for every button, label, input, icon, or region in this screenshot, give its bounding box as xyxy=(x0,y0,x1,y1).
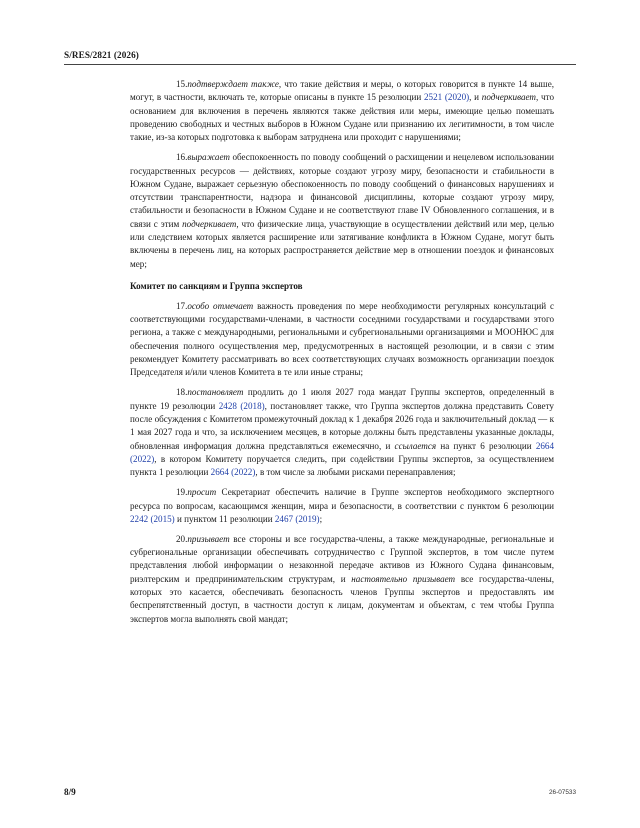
paragraph-text: , что такие действия и меры, о которых говорится в пункте 14 выше, могут, в частности, включать те, которые описаны в пункте 15 резолюции xyxy=(130,79,554,103)
resolution-link[interactable]: 2664 (2022) xyxy=(130,440,554,464)
paragraph-number: 19. xyxy=(176,487,188,498)
resolution-link[interactable]: 2242 (2015) xyxy=(130,513,175,524)
paragraph-17 xyxy=(130,300,554,380)
paragraph-20 xyxy=(130,533,554,626)
emphasis-text: подтверждает также xyxy=(187,79,279,89)
paragraph-text: , что основанием для включения в перечень являются также действия или меры, имеющие целью помешать проведению свободных и честных выборов в Южном Судане или признанию их легитимности, в том числе такие, из-за которых подготовка к выборам затруднена или проходит с нарушениями; xyxy=(130,92,554,143)
emphasis-text: подчеркивает xyxy=(481,92,536,103)
paragraph-text: на пункт 6 резолюции xyxy=(436,440,536,451)
page-number: 8/9 xyxy=(64,787,76,797)
paragraph-number: 15. xyxy=(176,79,188,89)
emphasis-text: подчеркивает xyxy=(182,218,237,229)
paragraph-18 xyxy=(130,386,554,479)
document-number: 26-07533 xyxy=(548,789,576,796)
emphasis-text: ссылается xyxy=(394,440,437,451)
paragraph-text: , что физические лица, участвующие в осуществлении действий или мер, целью или следствием которых является расширение или затягивание конфликта в Южном Судане, могут быть включены в перечень лиц, на которых распространяется действие мер в отношении поездок и финансовых мер; xyxy=(130,218,554,269)
paragraph-number: 17. xyxy=(176,300,188,311)
emphasis-text: призывает xyxy=(187,533,230,544)
paragraph-text: обеспокоенность по поводу сообщений о расхищении и нецелевом использовании государственных ресурсов — действиях, которые создают угрозу миру, безопасности и стабильности в Южном Судане, выражает серьезную обеспокоенность по поводу сообщений о финансовых нарушениях и отсутствии транспарентности, надзора и финансовой дисциплины, которые создают угрозу миру, стабильности и безопасности в Южном Судане и не соответствуют главе IV Обновленного соглашения, и в связи с этим xyxy=(130,152,554,229)
paragraph-16 xyxy=(130,151,554,271)
paragraph-text: все стороны и все государства-члены, а также международные, региональные и субрегиональные организации обеспечивать сотрудничество с Группой экспертов, в том числе путем представления любой информации о незаконной передаче активов из Южного Судана финансовым, риэлтерским и предпринимательским структурам, и xyxy=(130,533,554,584)
paragraph-text: , и xyxy=(469,92,482,103)
resolution-link[interactable]: 2467 (2019) xyxy=(274,513,320,524)
emphasis-text: просит xyxy=(187,487,217,498)
resolution-link[interactable]: 2664 (2022) xyxy=(210,467,256,478)
emphasis-text: настоятельно призывает xyxy=(351,573,456,584)
emphasis-text: постановляет xyxy=(187,387,244,398)
paragraph-19 xyxy=(130,486,554,526)
paragraph-15 xyxy=(130,78,554,144)
paragraph-text: , постановляет также, что Группа экспертов должна представить Совету после обсуждения с Комитетом промежуточный доклад к 1 декабря 2026 года и заключительный доклад — к 1 мая 2027 года и что, за исключением месяцев, в которые должны быть представлены указанные доклады, обновленная информация должна представляться ежемесячно, и xyxy=(130,400,554,451)
paragraph-text: и пунктом 11 резолюции xyxy=(174,513,275,524)
header-divider xyxy=(64,64,576,65)
paragraph-number: 20. xyxy=(176,533,188,544)
section-heading: Комитет по санкциям и Группа экспертов xyxy=(130,280,303,291)
document-symbol: S/RES/2821 (2026) xyxy=(64,50,139,60)
emphasis-text: особо отмечает xyxy=(187,300,254,311)
paragraph-text: ; xyxy=(319,513,323,524)
paragraph-number: 18. xyxy=(176,387,188,398)
emphasis-text: выражает xyxy=(187,152,230,163)
paragraph-text: , в том числе за любыми рисками перенаправления; xyxy=(255,467,456,478)
paragraph-text: , в котором Комитету поручается следить, при содействии Группы экспертов, за осуществлением пункта 1 резолюции xyxy=(130,453,554,478)
resolution-link[interactable]: 2428 (2018) xyxy=(218,400,265,411)
paragraph-text: важность проведения по мере необходимости регулярных консультаций с соответствующими государствами-членами, в частности соседними государствами и государствами этого региона, а также с международными, региональными и субрегиональными организациями и МООНЮС для обеспечения полного осуществления мер, предусмотренных в настоящей резолюции, и в связи с этим рекомендует Комитету рассматривать во всех соответствующих случаях возможность организации поездок Председателя и/или членов Комитета в те или иные страны; xyxy=(130,300,554,378)
paragraph-text: все государства-члены, которых это касается, обеспечивать безопасность членов Группы экспертов и предоставлять им беспрепятственный доступ, в частности доступ к лицам, документам и объектам, с тем чтобы Группа экспертов могла выполнять свой мандат; xyxy=(130,573,555,624)
paragraph-number: 16. xyxy=(176,152,188,163)
document-body xyxy=(130,78,554,633)
paragraph-text: Секретариат обеспечить наличие в Группе экспертов необходимого экспертного ресурса по вопросам, касающимся женщин, мира и безопасности, в соответствии с пунктом 6 резолюции xyxy=(130,487,554,511)
paragraph-text: продлить до 1 июля 2027 года мандат Группы экспертов, определенный в пункте 19 резолюции xyxy=(130,387,554,411)
resolution-link[interactable]: 2521 (2020) xyxy=(423,92,470,103)
